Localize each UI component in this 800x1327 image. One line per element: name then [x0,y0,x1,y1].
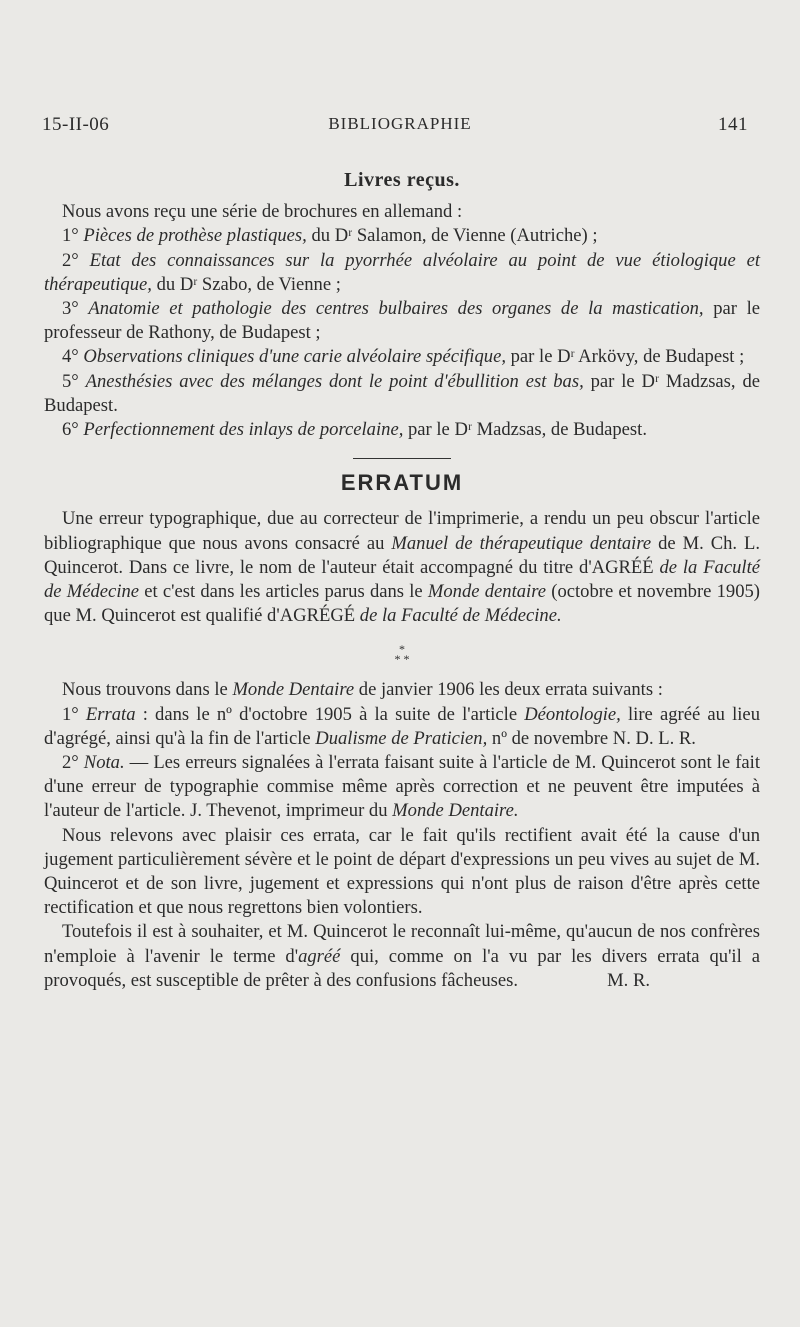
header-date: 15-II-06 [42,114,110,135]
erratum-paragraph-5: Nous relevons avec plaisir ces errata, car le fait qu'ils rectifient avait été la cause d'un jugement particulièrement sévère et le point de départ d'expressions un peu vives au sujet de M. Quincerot et de son livre, jugement et expressions qui n'ont plus de raison d'être après cette rectification et que nous regrettons bien volontiers. [44,824,760,919]
author-signature: M. R. [607,969,650,991]
book-item-1: 1° Pièces de prothèse plastiques, du Dʳ Salamon, de Vienne (Autriche) ; [62,225,598,247]
books-heading: Livres reçus. [344,169,460,191]
erratum-paragraph-6: Toutefois il est à souhaiter, et M. Quincerot le reconnaît lui-même, qu'aucun de nos confrères n'emploie à l'avenir le terme d'agréé qui, comme on l'a vu par les divers errata qu'il a provoqués, est susceptible de prêter à des confusions fâcheuses. M. R. [44,920,760,993]
errata-item-2: 2° Nota. — Les erreurs signalées à l'errata faisant suite à l'article de M. Quincerot sont le fait d'une erreur de typographie commise même après correction et ne peuvent être imputées à l'auteur de l'article. J. Thevenot, imprimeur du Monde Dentaire. [44,752,760,822]
books-intro: Nous avons reçu une série de brochures en allemand : [62,201,463,223]
erratum-paragraph-1: Une erreur typographique, due au correcteur de l'imprimerie, a rendu un peu obscur l'article bibliographique que nous avons consacré au Manuel de thérapeutique dentaire de M. Ch. L. Quincerot. Dans ce livre, le nom de l'auteur était accompagné du titre d'AGRÉÉ de la Faculté de Médecine et c'est dans les articles parus dans le Monde dentaire (octobre et novembre 1905) que M. Quincerot est qualifié d'AGRÉGÉ de la Faculté de Médecine. [44,508,761,627]
book-item-6: 6° Perfectionnement des inlays de porcelaine, par le Dʳ Madzsas, de Budapest. [62,419,647,441]
errata-item-1: 1° Errata : dans le nº d'octobre 1905 à la suite de l'article Déontologie, lire agréé au lieu d'agrégé, ainsi qu'à la fin de l'article Dualisme de Praticien, nº de novembre N. D. L. R. [44,703,760,749]
erratum-paragraph-2: Nous trouvons dans le Monde Dentaire de janvier 1906 les deux errata suivants : [62,679,663,701]
section-divider [353,458,451,459]
page-number: 141 [718,114,748,135]
book-item-3: 3° Anatomie et pathologie des centres bulbaires des organes de la mastication, par le professeur de Rathony, de Budapest ; [44,298,760,344]
book-item-5: 5° Anesthésies avec des mélanges dont le point d'ébullition est bas, par le Dʳ Madzsas, de Budapest. [44,370,760,416]
book-item-2: 2° Etat des connaissances sur la pyorrhée alvéolaire au point de vue étiologique et thérapeutique, du Dʳ Szabo, de Vienne ; [44,249,760,295]
book-item-4: 4° Observations cliniques d'une carie alvéolaire spécifique, par le Dʳ Arkövy, de Budapest ; [62,346,745,368]
header-section: BIBLIOGRAPHIE [328,114,472,133]
erratum-heading: ERRATUM [340,470,464,496]
page-body [44,168,760,993]
asterism: * * * [394,642,410,667]
running-header [42,114,758,140]
